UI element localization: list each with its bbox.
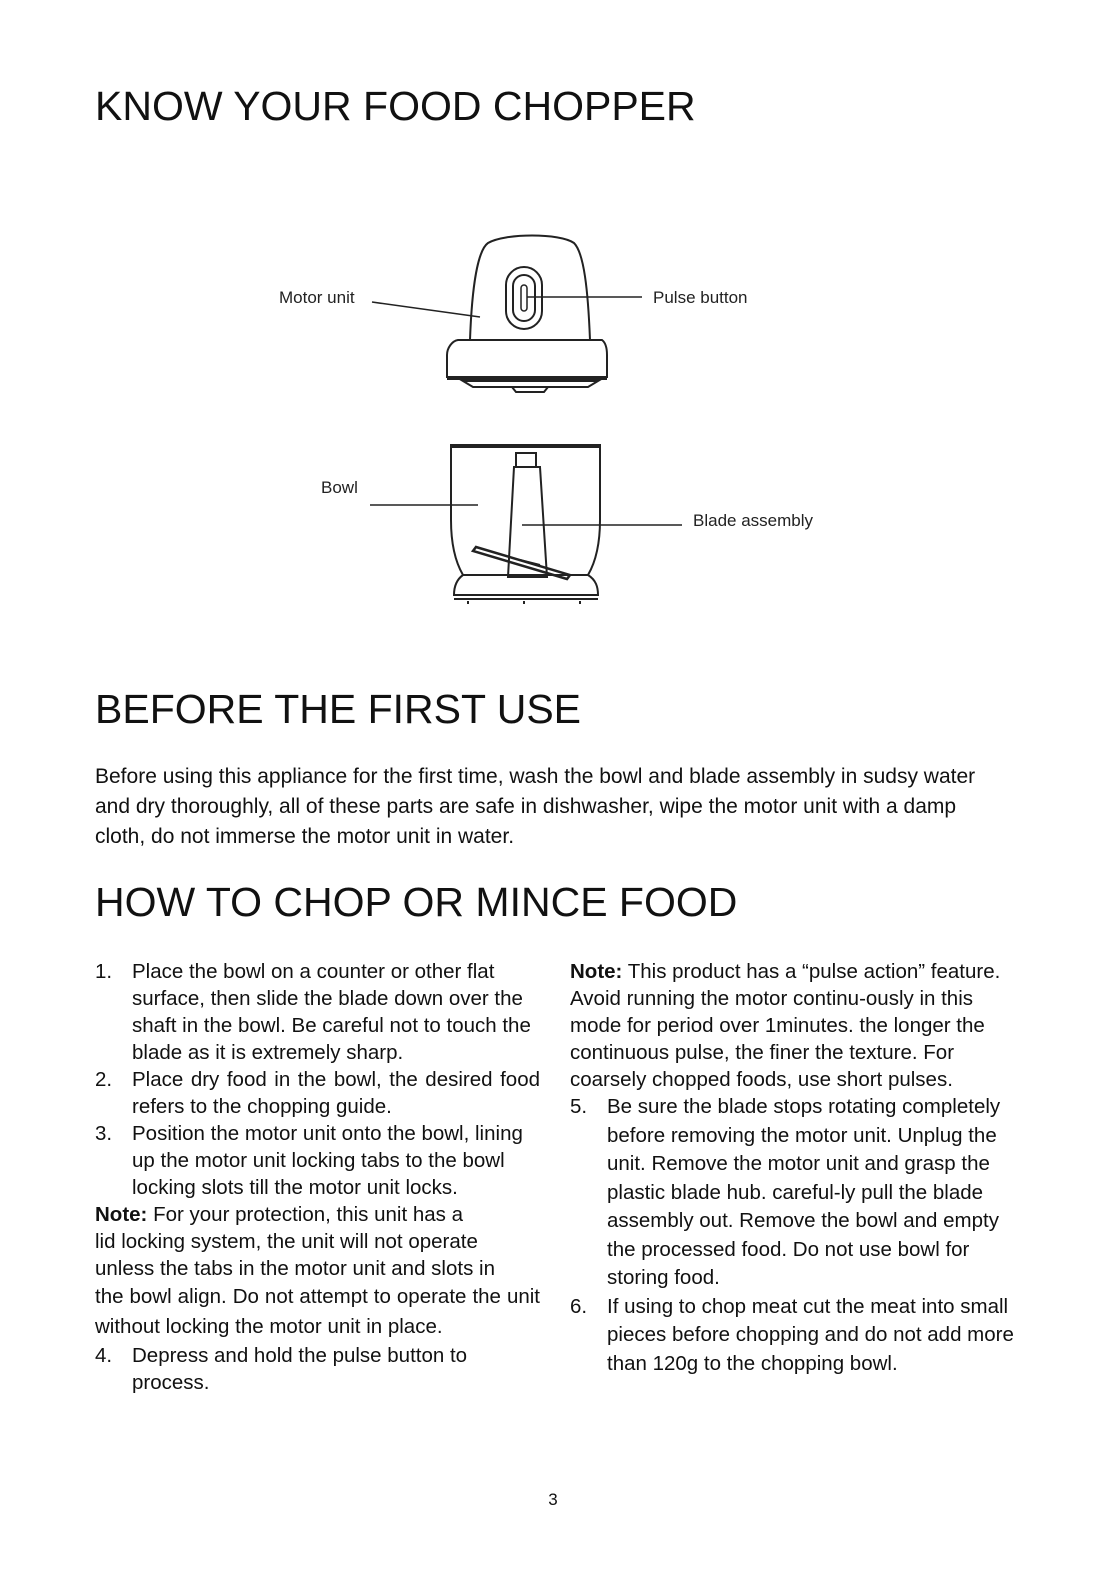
list-item [95,1066,540,1120]
list-item [95,1120,540,1201]
list-number: 3. [95,1122,113,1145]
list-item [95,1342,540,1396]
list-text: Place the bowl on a counter or other flat surface, then slide the blade down over the shaft in the bowl. Be careful not to touch the blade as it is extremely sharp. [132,960,531,1064]
list-text: Place dry food in the bowl, the desired food refers to the chopping guide. [132,1068,540,1118]
list-number: 2. [95,1068,113,1091]
list-number: 1. [95,960,113,983]
title-know-your-food-chopper: KNOW YOUR FOOD CHOPPER [95,83,696,129]
label-bowl: Bowl [321,478,358,497]
list-text: If using to chop meat cut the meat into small pieces before chopping and do not add more than 120g to the chopping bowl. [607,1294,1014,1375]
instructions-left-column [95,958,540,1396]
list-text: Depress and hold the pulse button to process. [132,1344,468,1394]
note-text: This product has a “pulse action” feature. Avoid running the motor continu-ously in this mode for period over 1minutes. the longer the continuous pulse, the finer the texture. For coarsely chopped foods, use short pulses. [570,960,1001,1091]
label-blade-assembly: Blade assembly [693,511,814,530]
note-line: lid locking system, the unit will not operate [95,1230,478,1253]
food-chopper-diagram [0,215,1120,615]
page-number: 3 [548,1490,558,1509]
list-number: 5. [570,1095,588,1118]
before-first-use-text: Before using this appliance for the first time, wash the bowl and blade assembly in sudsy water and dry thoroughly, all of these parts are safe in dishwasher, wipe the motor unit with a damp cloth, do not immerse the motor unit in water. [95,765,976,848]
instructions-right-column [570,958,1015,1378]
list-text: Be sure the blade stops rotating completely before removing the motor unit. Unplug the unit. Remove the motor unit and grasp the plastic blade hub. careful-ly pull the blade assembly out. Remove the bowl and empty the processed food. Do not use bowl for storing food. [607,1095,1001,1289]
pulse-button-inner [513,275,535,321]
title-how-to-chop: HOW TO CHOP OR MINCE FOOD [95,879,738,925]
note-locking-continued: the bowl align. Do not attempt to operate the unit without locking the motor unit in place. [95,1285,540,1338]
note-label: Note: [570,960,623,983]
pulse-button-outer [506,267,542,329]
note-line: For your protection, this unit has a [147,1203,464,1226]
note-line: unless the tabs in the motor unit and slots in [95,1257,495,1280]
list-number: 6. [570,1294,588,1318]
label-motor-unit: Motor unit [279,288,355,307]
list-item [95,958,540,1066]
note-locking-system [95,1201,540,1282]
title-before-the-first-use: BEFORE THE FIRST USE [95,686,582,732]
motor-unit-body [470,236,590,341]
label-pulse-button: Pulse button [653,288,748,307]
note-pulse-action [570,958,1015,1093]
list-item [570,1293,1015,1379]
note-label: Note: [95,1203,148,1226]
list-text: Position the motor unit onto the bowl, lining up the motor unit locking tabs to the bowl locking slots till the motor unit locks. [132,1122,523,1199]
bowl-outline [451,445,600,575]
motor-unit-base [447,340,607,377]
list-item [570,1093,1015,1293]
list-number: 4. [95,1344,113,1367]
